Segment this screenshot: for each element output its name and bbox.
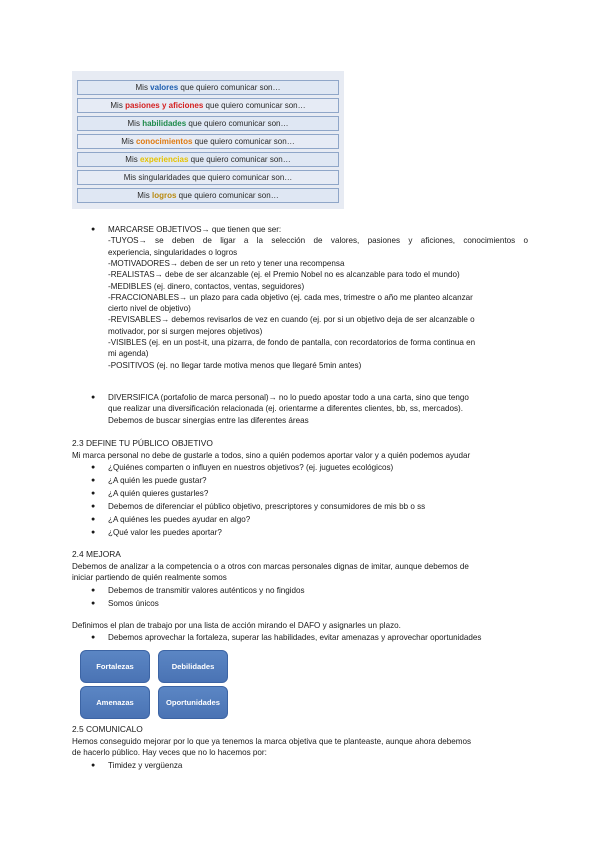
objectives-line: -REALISTAS→ debe de ser alcanzable (ej. el Premio Nobel no es alcanzable para todo el mundo) <box>108 270 460 280</box>
bullet-icon: ● <box>91 516 96 523</box>
bullet-icon: ● <box>91 394 96 401</box>
list-item: ¿A quiénes les puedes ayudar en algo? <box>108 515 251 524</box>
bullet-icon: ● <box>91 503 96 510</box>
values-row: Mis valores que quiero comunicar son… <box>77 80 339 95</box>
bullet-icon: ● <box>91 600 96 607</box>
section-intro: iniciar partiendo de quién realmente somos <box>72 573 227 583</box>
list-item: Debemos aprovechar la fortaleza, superar las habilidades, evitar amenazas y aprovechar oportunidades <box>108 633 482 642</box>
dafo-oportunidades: Oportunidades <box>158 686 228 719</box>
objectives-line: experiencia, singularidades o logros <box>108 247 238 257</box>
values-image <box>72 71 344 209</box>
section-intro: de hacerlo público. Hay veces que no lo hacemos por: <box>72 748 267 758</box>
objectives-line: -POSITIVOS (ej. no llegar tarde motiva menos que llegaré 5min antes) <box>108 360 362 370</box>
section-intro: Hemos conseguido mejorar por lo que ya tenemos la marca objetiva que te planteaste, aunque ahora debemos <box>72 737 472 746</box>
objectives-title: MARCARSE OBJETIVOS→ que tienen que ser: <box>108 225 282 234</box>
section-intro: Debemos de analizar a la competencia o a otros con marcas personales dignas de imitar, aunque debemos de <box>72 562 469 571</box>
experiences-row: Mis experiencias que quiero comunicar son… <box>77 152 339 167</box>
objectives-line: cierto nivel de objetivo) <box>108 304 191 314</box>
section-heading: 2.4 MEJORA <box>72 549 121 559</box>
list-item: Timidez y vergüenza <box>108 761 183 770</box>
list-item: ¿A quién quieres gustarles? <box>108 489 209 498</box>
bullet-icon: ● <box>91 587 96 594</box>
objectives-line: -FRACCIONABLES→ un plazo para cada objetivo (ej. cada mes, trimestre o año me planteo alcanzar <box>108 292 473 302</box>
skills-row: Mis habilidades que quiero comunicar son… <box>77 116 339 131</box>
objectives-line: mi agenda) <box>108 349 149 359</box>
objectives-line: -MOTIVADORES→ deben de ser un reto y tener una recompensa <box>108 258 345 268</box>
dafo-amenazas: Amenazas <box>80 686 150 719</box>
bullet-icon: ● <box>91 226 96 233</box>
bullet-icon: ● <box>91 762 96 769</box>
list-item: Debemos de transmitir valores auténticos y no fingidos <box>108 586 305 595</box>
dafo-debilidades: Debilidades <box>158 650 228 683</box>
objectives-line: -REVISABLES→ debemos revisarlos de vez en cuando (ej. por si un objetivo deja de ser alcanzable o <box>108 315 475 325</box>
objectives-line: motivador, por si surgen mejores objetivos) <box>108 326 263 336</box>
section-heading: 2.5 COMUNICALO <box>72 724 143 734</box>
section-heading: 2.3 DEFINE TU PÚBLICO OBJETIVO <box>72 438 213 448</box>
list-item: Somos únicos <box>108 599 159 608</box>
bullet-icon: ● <box>91 464 96 471</box>
diversify-line: que realizar una diversificación relacionada (ej. orientarme a diferentes clientes, bb, ss, mercados). <box>108 404 463 414</box>
objectives-line: -TUYOS→ se deben de ligar a la selección de valores, pasiones y aficiones, conocimientos o <box>108 236 528 246</box>
list-item: Debemos de diferenciar el público objetivo, prescriptores y consumidores de mis bb o ss <box>108 502 426 511</box>
diversify-line: DIVERSIFICA (portafolio de marca personal)→ no lo puedo apostar todo a una carta, sino que tengo <box>108 393 469 402</box>
list-item: ¿A quién les puede gustar? <box>108 476 207 485</box>
knowledge-row: Mis conocimientos que quiero comunicar son… <box>77 134 339 149</box>
dafo-fortalezas: Fortalezas <box>80 650 150 683</box>
bullet-icon: ● <box>91 490 96 497</box>
objectives-line: -MEDIBLES (ej. dinero, contactos, ventas, seguidores) <box>108 281 305 291</box>
list-item: ¿Qué valor les puedes aportar? <box>108 528 222 537</box>
plan-text: Definimos el plan de trabajo por una lista de acción mirando el DAFO y asignarles un plazo. <box>72 621 401 630</box>
achievements-row: Mis logros que quiero comunicar son… <box>77 188 339 203</box>
section-intro: Mi marca personal no debe de gustarle a todos, sino a quién podemos aportar valor y a quién podemos ayudar <box>72 451 471 460</box>
bullet-icon: ● <box>91 529 96 536</box>
diversify-line: Debemos de buscar sinergias entre las diferentes áreas <box>108 415 309 425</box>
objectives-line: -VISIBLES (ej. en un post-it, una pizarra, de fondo de pantalla, con recordatorios de forma continua en <box>108 338 476 347</box>
list-item: ¿Quiénes comparten o influyen en nuestros objetivos? (ej. juguetes ecológicos) <box>108 463 394 472</box>
bullet-icon: ● <box>91 477 96 484</box>
singularities-row: Mis singularidades que quiero comunicar son… <box>77 170 339 185</box>
bullet-icon: ● <box>91 634 96 641</box>
passions-row: Mis pasiones y aficiones que quiero comunicar son… <box>77 98 339 113</box>
